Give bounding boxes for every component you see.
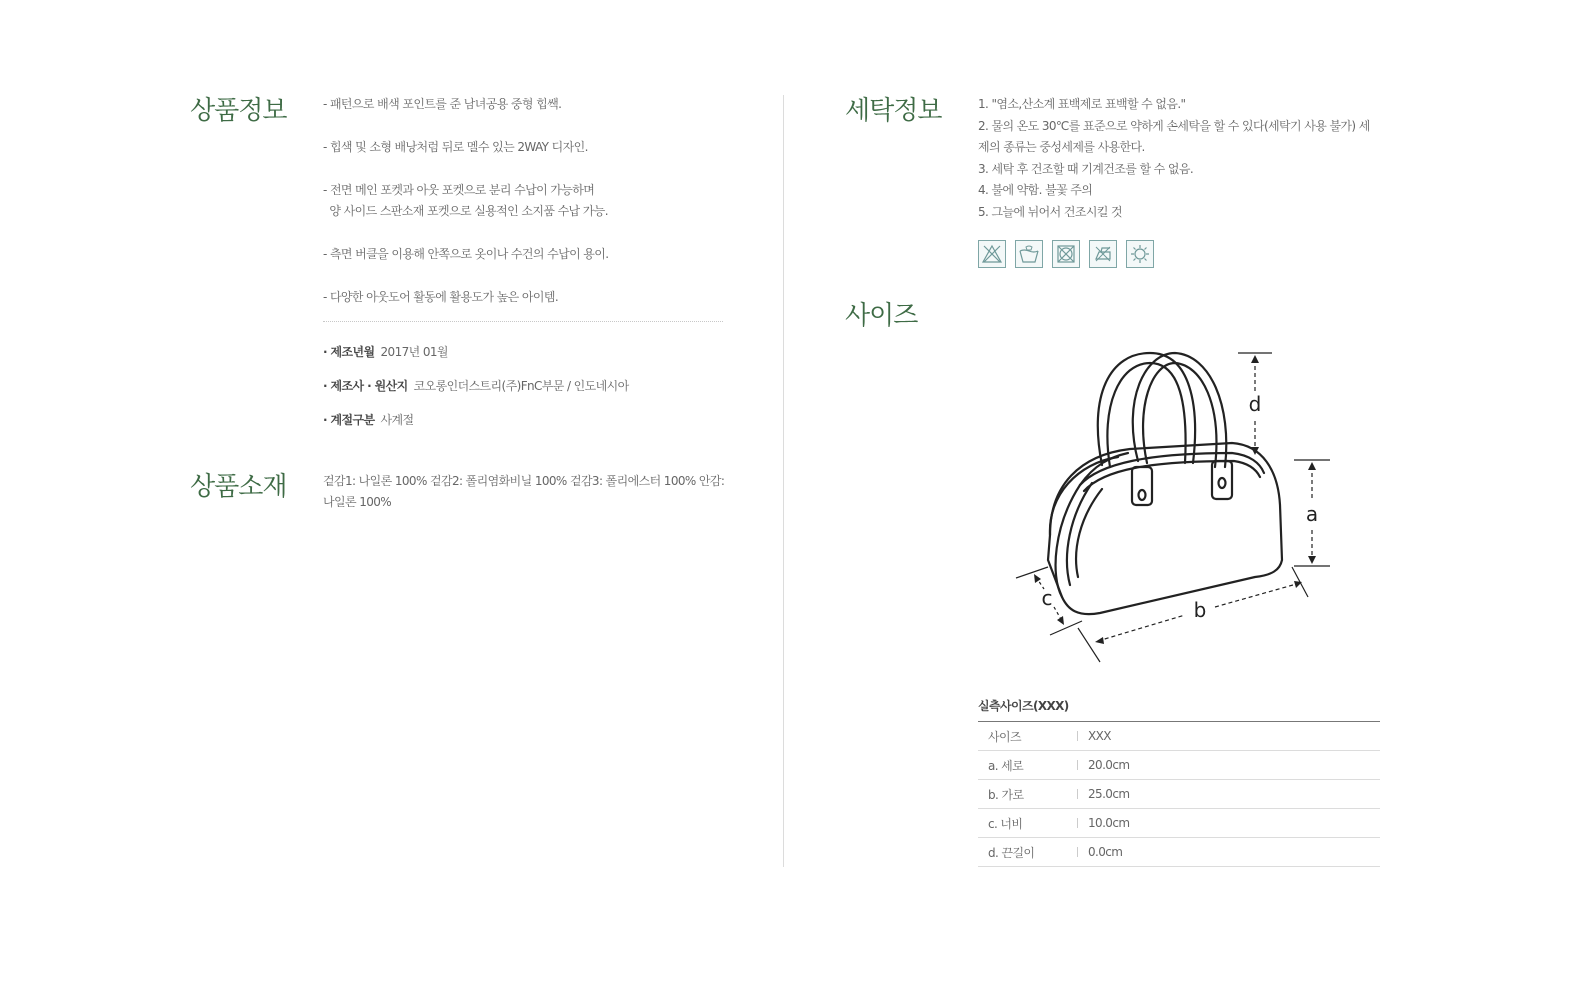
dimension-label-b: b xyxy=(1193,598,1207,622)
meta-value: 2017년 01월 xyxy=(380,345,448,359)
dotted-divider xyxy=(323,321,723,322)
column-divider xyxy=(783,95,784,867)
size-key: c. 너비 xyxy=(978,809,1078,838)
table-row xyxy=(978,751,1380,780)
meta-label: · 계절구분 xyxy=(323,413,375,427)
care-icons xyxy=(978,240,1154,268)
product-info-bullet: - 패턴으로 배색 포인트를 준 남녀공용 중형 힙쌕. xyxy=(323,97,562,111)
no-bleach-icon xyxy=(978,240,1006,268)
size-value: 0.0cm xyxy=(1078,838,1380,867)
size-table xyxy=(978,721,1380,867)
meta-value: 코오롱인더스트리(주)FnC부문 / 인도네시아 xyxy=(413,379,629,393)
iron-icon xyxy=(1089,240,1117,268)
size-key: d. 끈길이 xyxy=(978,838,1078,867)
size-table-caption: 실측사이즈(XXX) xyxy=(978,699,1069,713)
washing-line: 1. "염소,산소계 표백제로 표백할 수 없음." xyxy=(978,97,1186,111)
washing-title: 세탁정보 xyxy=(845,96,942,126)
bag-size-diagram xyxy=(1010,345,1350,670)
dimension-label-a: a xyxy=(1305,502,1319,526)
size-value: 10.0cm xyxy=(1078,809,1380,838)
no-tumble-dry-icon xyxy=(1052,240,1080,268)
material-title: 상품소재 xyxy=(190,472,287,502)
size-value: 20.0cm xyxy=(1078,751,1380,780)
table-row xyxy=(978,780,1380,809)
hand-wash-icon xyxy=(1015,240,1043,268)
table-row xyxy=(978,838,1380,867)
table-row xyxy=(978,722,1380,751)
size-title: 사이즈 xyxy=(845,301,918,331)
product-info-bullet: 양 사이드 스판소재 포켓으로 실용적인 소지품 수납 가능. xyxy=(323,204,608,218)
washing-line: 2. 물의 온도 30℃를 표준으로 약하게 손세탁을 할 수 있다(세탁기 사용 불가) 세 xyxy=(978,119,1370,133)
meta-value: 사계절 xyxy=(380,413,414,427)
size-key: a. 세로 xyxy=(978,751,1078,780)
size-key: 사이즈 xyxy=(978,722,1078,751)
dimension-label-d: d xyxy=(1248,392,1262,416)
washing-line: 4. 불에 약함. 불꽃 주의 xyxy=(978,183,1093,197)
material-line: 겉감1: 나일론 100% 겉감2: 폴리염화비닐 100% 겉감3: 폴리에스터 100% 안감: xyxy=(323,474,725,488)
flat-dry-shade-icon xyxy=(1126,240,1154,268)
washing-line: 5. 그늘에 뉘어서 건조시킬 것 xyxy=(978,205,1123,219)
meta-manufacturer-origin xyxy=(323,377,629,394)
material-line: 나일론 100% xyxy=(323,495,392,509)
size-value: 25.0cm xyxy=(1078,780,1380,809)
dimension-label-c: c xyxy=(1041,586,1053,610)
product-info-title: 상품정보 xyxy=(190,96,287,126)
product-info-bullet: - 측면 버클을 이용해 안쪽으로 옷이나 수건의 수납이 용이. xyxy=(323,247,609,261)
product-info-bullet: - 다양한 아웃도어 활동에 활용도가 높은 아이템. xyxy=(323,290,559,304)
product-info-bullet: - 전면 메인 포켓과 아웃 포켓으로 분리 수납이 가능하며 xyxy=(323,183,595,197)
table-row xyxy=(978,809,1380,838)
size-value: XXX xyxy=(1078,722,1380,751)
washing-line: 3. 세탁 후 건조할 때 기계건조를 할 수 없음. xyxy=(978,162,1194,176)
meta-manufacture-date xyxy=(323,343,448,360)
product-info-bullet: - 힙색 및 소형 배낭처럼 뒤로 멜수 있는 2WAY 디자인. xyxy=(323,140,588,154)
meta-season xyxy=(323,411,414,428)
meta-label: · 제조사 · 원산지 xyxy=(323,379,408,393)
meta-label: · 제조년월 xyxy=(323,345,375,359)
size-key: b. 가로 xyxy=(978,780,1078,809)
washing-line: 제의 종류는 중성세제를 사용한다. xyxy=(978,140,1145,154)
